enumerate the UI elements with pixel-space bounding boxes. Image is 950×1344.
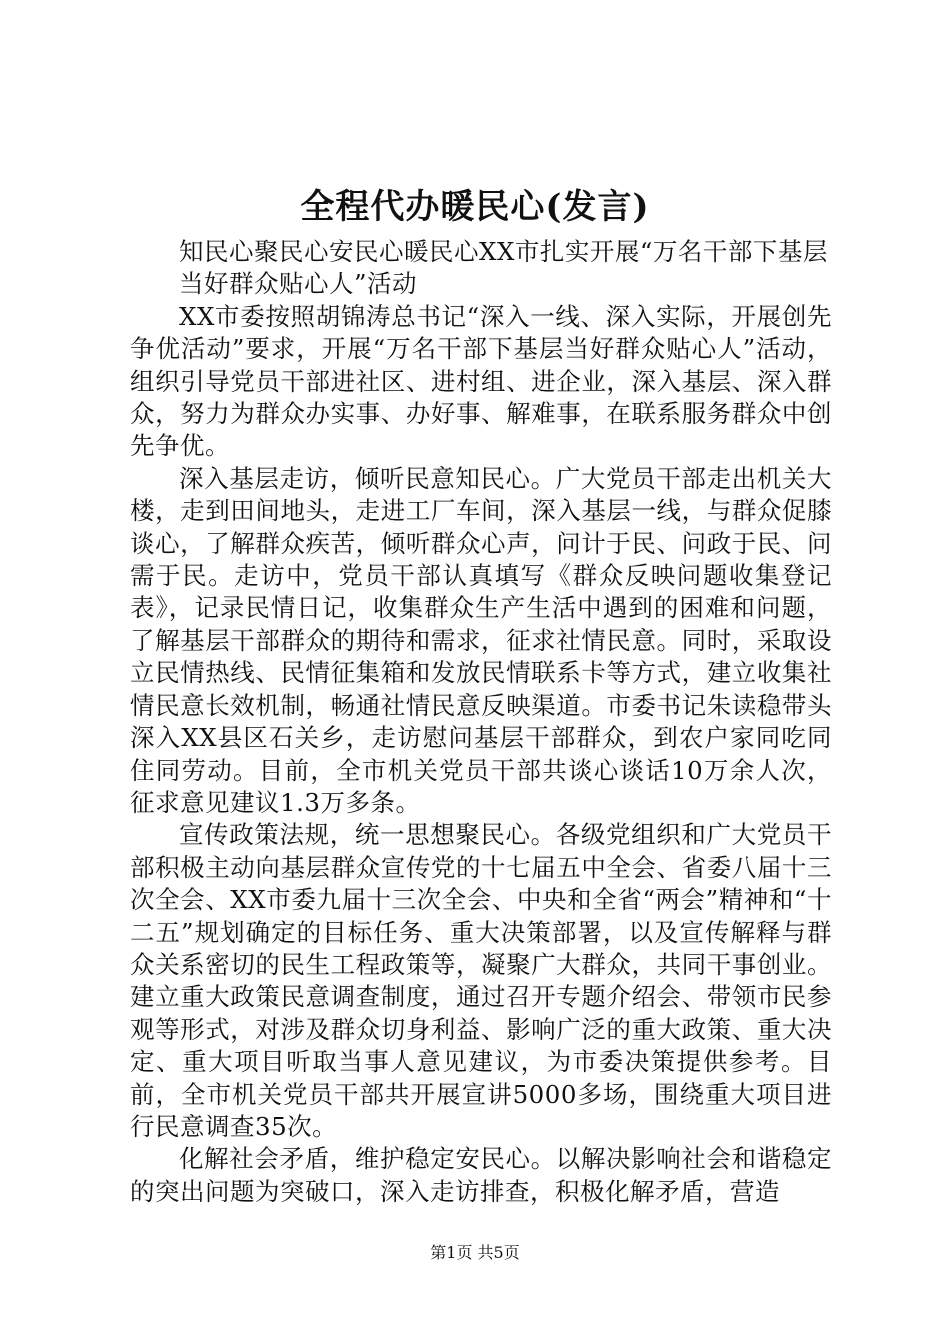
paragraph-policy: 宣传政策法规，统一思想聚民心。各级党组织和广大党员干部积极主动向基层群众宣传党的十七届五中全会、省委八届十三次全会、XX市委九届十三次全会、中央和全省“两会”精神和“十二五”规划确定的目标任务、重大决策部署，以及宣传解释与群众关系密切的民生工程政策等，凝聚广大群众，共同干事创业。建立重大政策民意调查制度，通过召开专题介绍会、带领市民参观等形式，对涉及群众切身利益、影响广泛的重大政策、重大决定、重大项目听取当事人意见建议，为市委决策提供参考。目前，全市机关党员干部共开展宣讲5000多场，围绕重大项目进行民意调查35次。	[130, 820, 832, 1141]
page-footer	[0, 1242, 950, 1264]
paragraph-heading-line-2: 当好群众贴心人”活动	[179, 269, 418, 299]
paragraph-conflicts: 化解社会矛盾，维护稳定安民心。以解决影响社会和谐稳定的突出问题为突破口，深入走访排查，积极化解矛盾，营造	[130, 1144, 832, 1206]
page-total: 共5页	[477, 1243, 520, 1262]
page-number: 第1页	[430, 1243, 473, 1262]
document-body	[130, 236, 832, 1208]
document-title: 全程代办暖民心(发言)	[300, 187, 650, 227]
paragraph-visits: 深入基层走访，倾听民意知民心。广大党员干部走出机关大楼，走到田间地头，走进工厂车间，深入基层一线，与群众促膝谈心，了解群众疾苦，倾听群众心声，问计于民、问政于民、问需于民。走访中，党员干部认真填写《群众反映问题收集登记表》，记录民情日记，收集群众生产生活中遇到的困难和问题，了解基层干部群众的期待和需求，征求社情民意。同时，采取设立民情热线、民情征集箱和发放民情联系卡等方式，建立收集社情民意长效机制，畅通社情民意反映渠道。市委书记朱读稳带头深入XX县区石关乡，走访慰问基层干部群众，到农户家同吃同住同劳动。目前，全市机关党员干部共谈心谈话10万余人次，征求意见建议1.3万多条。	[130, 463, 832, 817]
paragraph-heading-line-1: 知民心聚民心安民心暖民心XX市扎实开展“万名干部下基层	[179, 237, 828, 266]
paragraph-intro: XX市委按照胡锦涛总书记“深入一线、深入实际，开展创先争优活动”要求，开展“万名干部下基层当好群众贴心人”活动，组织引导党员干部进社区、进村组、进企业，深入基层、深入群众，努力为群众办实事、办好事、解难事，在联系服务群众中创先争优。	[130, 301, 832, 461]
